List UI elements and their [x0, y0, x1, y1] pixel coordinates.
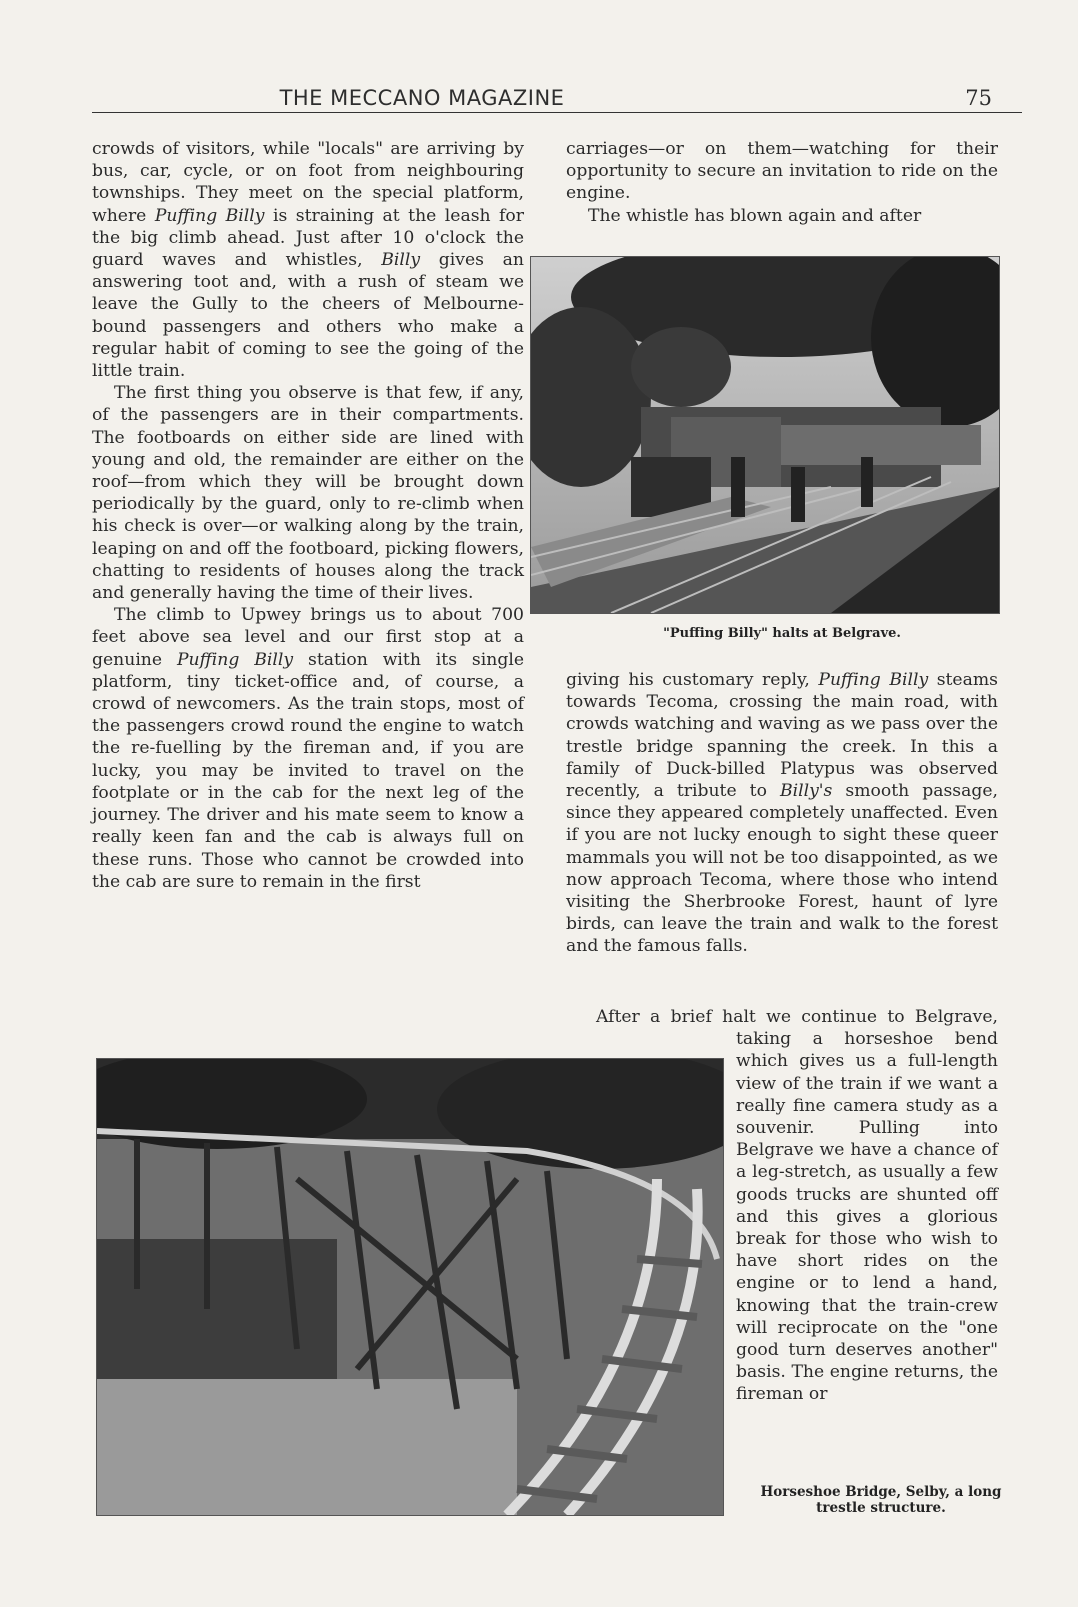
right-paragraph-3: giving his customary reply, Puffing Billy steams towards Tecoma, crossing the main road, with crowds watching and waving as we pass over the trestle bridge spanning the creek. In this a family of Duck-billed Platypus was observed recently, a tribute to Billy's smooth passage, since they appeared completely unaffected. Even if you are not lucky enough to sight these queer mammals you will not be too disappointed, as we now approach Tecoma, where those who intend visiting the Sherbrooke Forest, haunt of lyre birds, can leave the train and walk to the forest and the famous falls. [566, 670, 998, 957]
right-paragraph-1: carriages—or on them—watching for their opportunity to secure an invitation to ride on the engine. [566, 139, 998, 204]
page-header [92, 86, 1022, 113]
left-paragraph-1: crowds of visitors, while "locals" are arriving by bus, car, cycle, or on foot from neighbouring townships. They meet on the special platform, where Puffing Billy is straining at the leash for the big climb ahead. Just after 10 o'clock the guard waves and whistles, Billy gives an answering toot and, with a rush of steam we leave the Gully to the cheers of Melbourne-bound passengers and others who make a regular habit of coming to see the going of the little train. [92, 139, 524, 382]
belgrave-station-photo [530, 256, 1000, 614]
right-column-middle [566, 669, 998, 958]
top-photo-caption: "Puffing Billy" halts at Belgrave. [663, 626, 901, 641]
right-column-bottom [596, 1006, 998, 1406]
magazine-title: THE MECCANO MAGAZINE [279, 86, 565, 110]
left-paragraph-2: The first thing you observe is that few, if any, of the passengers are in their compartments. The footboards on either side are lined with young and old, the remainder are either on the roof—from which they will be brought down periodically by the guard, only to re-climb when his check is over—or walking along by the train, leaping on and off the footboard, picking flowers, chatting to residents of houses along the track and generally having the time of their lives. [92, 383, 524, 604]
left-column [92, 138, 524, 893]
right-column-top [566, 138, 998, 227]
right-paragraph-2: The whistle has blown again and after [588, 205, 922, 226]
horseshoe-bridge-photo [96, 1058, 724, 1516]
right-paragraph-4: After a brief halt we continue to Belgrave, taking a horseshoe bend which gives us a full-length view of the train if we want a really fine camera study as a souvenir. Pulling into Belgrave we have a chance of a leg-stretch, as usually a few goods trucks are shunted off and this gives a glorious break for those who wish to have short rides on the engine or to lend a hand, knowing that the train-crew will reciprocate on the "one good turn deserves another" basis. The engine returns, the fireman or [596, 1007, 998, 1405]
bottom-photo-caption: Horseshoe Bridge, Selby, a long trestle structure. [760, 1484, 1002, 1516]
left-paragraph-3: The climb to Upwey brings us to about 700 feet above sea level and our first stop at a genuine Puffing Billy station with its single platform, tiny ticket-office and, of course, a crowd of newcomers. As the train stops, most of the passengers crowd round the engine to watch the re-fuelling by the fireman and, if you are lucky, you may be invited to travel on the footplate or in the cab for the next leg of the journey. The driver and his mate seem to know a really keen fan and the cab is always full on these runs. Those who cannot be crowded into the cab are sure to remain in the first [92, 605, 524, 892]
page-number: 75 [965, 86, 992, 110]
